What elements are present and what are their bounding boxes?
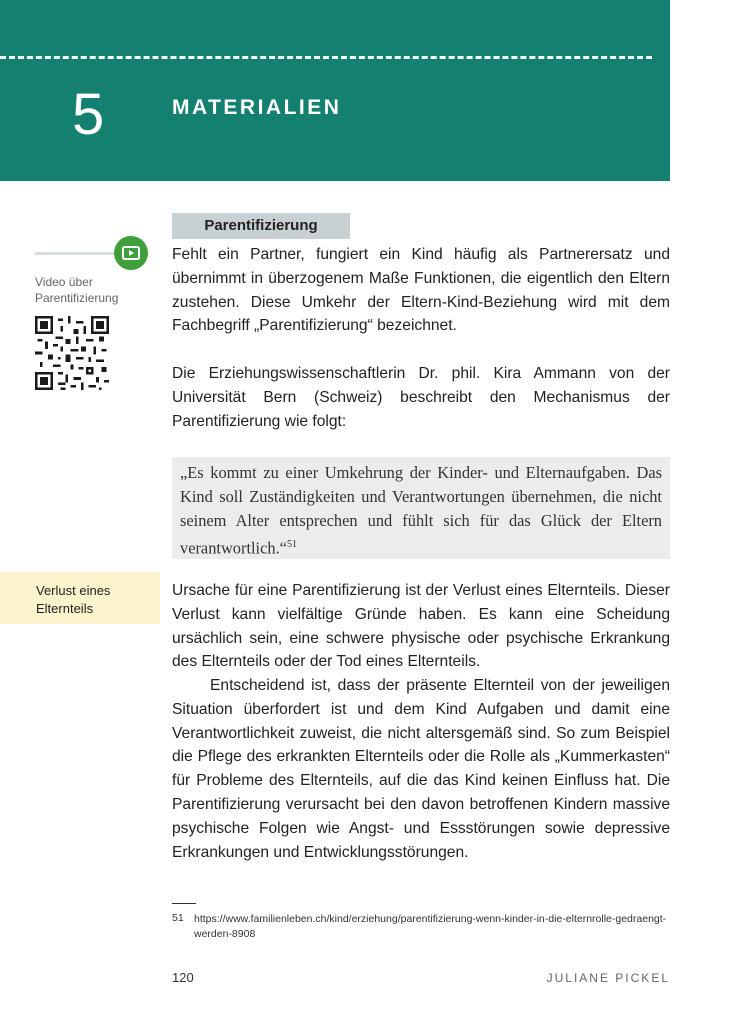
footnote-number: 51 [172,912,184,924]
margin-note [0,572,160,624]
quote-box [172,457,670,559]
header-dashed-line [0,56,652,59]
video-divider [35,252,117,255]
paragraph-ammann: Die Erziehungswissenschaftlerin Dr. phil. Kira Ammann von der Universität Bern (Schweiz) beschreibt den Mechanismus der Parentifizierung wie folgt: [172,365,670,430]
footnote-url[interactable]: https://www.familienleben.ch/kind/erziehung/parentifizierung-wenn-kinder-in-die-elternrolle-gedraengt-werden-8908 [194,913,667,940]
paragraph-intro: Fehlt ein Partner, fungiert ein Kind häufig als Partnerersatz und übernimmt in überzogenem Maße Funktionen, die eigentlich den Eltern zustehen. Diese Umkehr der Eltern-Kind-Beziehung wird mit dem Fachbegriff „Parentifizierung“ bezeichnet. [172,246,670,335]
paragraph-consequences: Entscheidend ist, dass der präsente Elternteil von der jeweiligen Situation überfordert ist und dem Kind Aufgaben und damit eine Verantwortlichkeit zuweist, die nicht altersgemäß sind. So zum Beispiel die Pflege des erkrankten Elternteils oder die Rolle als „Kummerkasten“ für Probleme des Elternteils, auf die das Kind keinen Einfluss hat. Die Parentifizierung verursacht bei den davon betroffenen Kindern massive psychische Folgen wie Angst- und Essstörungen sowie depressive Erkrankungen und Entwicklungsstörungen. [172,677,670,861]
chapter-header [0,0,670,181]
quote-text [180,461,662,560]
chapter-number: 5 [72,82,105,147]
video-play-button[interactable] [114,236,148,270]
paragraph-cause: Ursache für eine Parentifizierung ist der Verlust eines Elternteils. Dieser Verlust kann vielfältige Gründe haben. Es kann eine Scheidung ursächlich sein, eine schwere physische oder psychische Erkrankung des Elternteils oder der Tod eines Elternteils. [172,582,670,671]
quote-body: „Es kommt zu einer Umkehrung der Kinder- und Elternaufgaben. Das Kind soll Zuständigkeiten und Verantwortungen übernehmen, die nicht seinem Alter entsprechen und fühlt sich für das Glück der Eltern verantwortlich.“ [180,463,662,558]
chapter-title: MATERIALIEN [172,96,342,119]
page-number: 120 [172,970,194,985]
video-label: Video über Parentifizierung [35,275,119,305]
author-name: JULIANE PICKEL [546,971,670,985]
quote-footnote-ref[interactable]: 51 [286,539,297,550]
section-tag: Parentifizierung [172,213,350,239]
footnote-divider [172,903,196,904]
play-icon [122,246,140,260]
qr-code[interactable] [35,316,109,395]
margin-note-text: Verlust eines Elternteils [36,583,111,616]
